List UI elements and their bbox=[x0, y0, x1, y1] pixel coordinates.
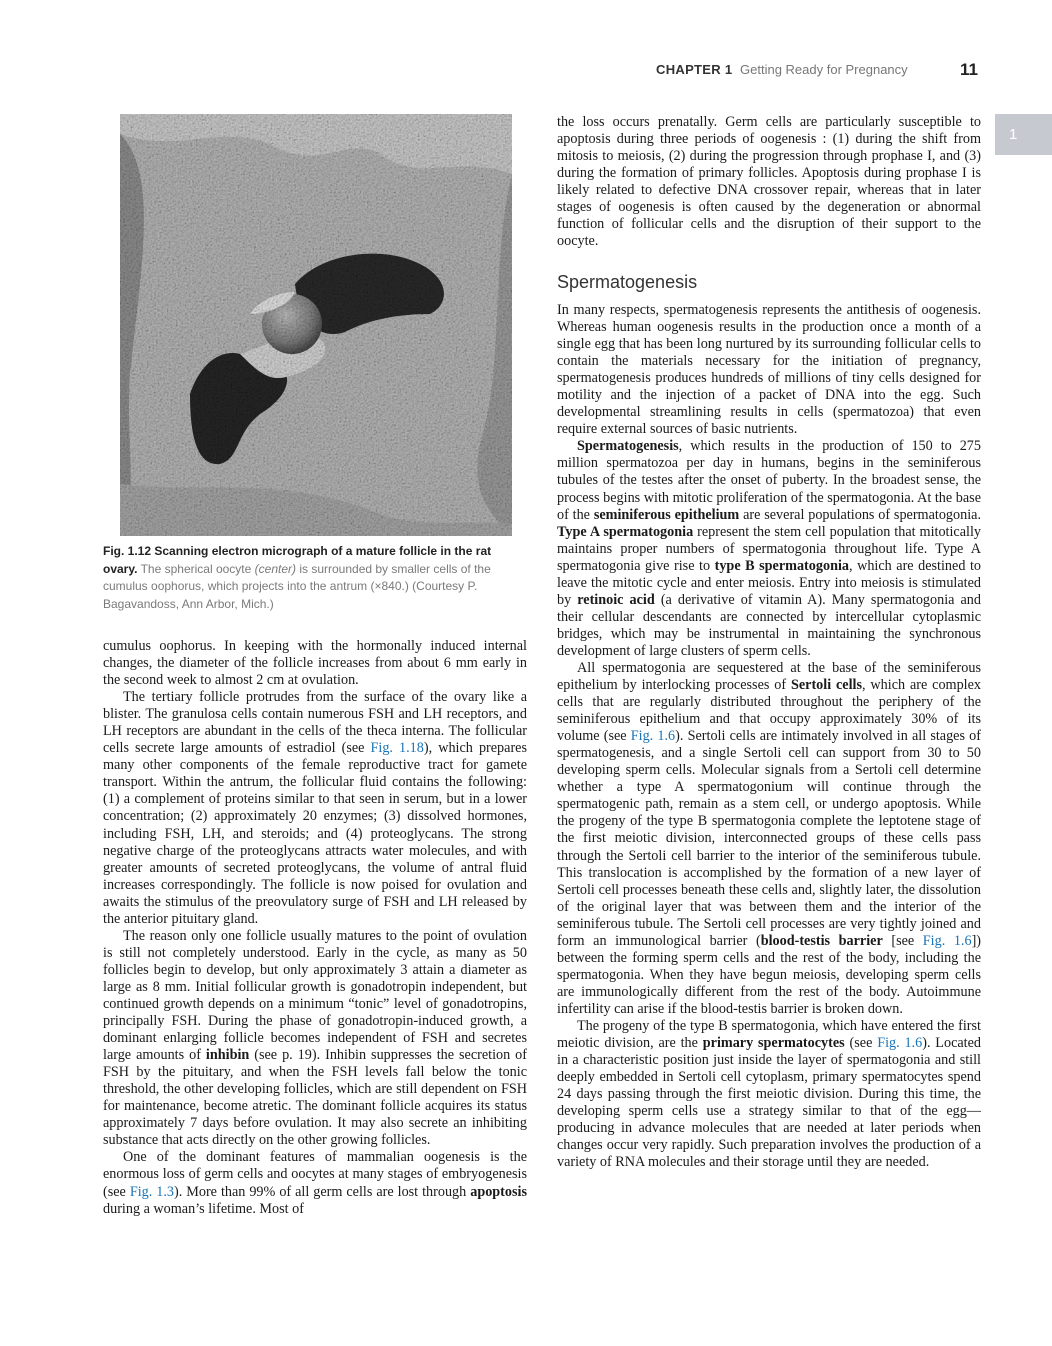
chapter-title: Getting Ready for Pregnancy bbox=[740, 62, 908, 77]
figure-title: Scanning electron micrograph of a mature follicle in the rat ovary. bbox=[103, 544, 492, 576]
text-run: ]) between the forming sperm cells and the rest of the body, including the spermatogonia. When they have begun meiosis, developing sperm cells are immunologically different from the rest of the body. Autoimmune infertility can arise if the blood-testis barrier is broken down. bbox=[557, 932, 982, 1017]
text-run: , which results in the production of 150 to 275 million spermatozoa per day in humans, begins in the seminiferous tubules of the testes after the onset of puberty. In the broadest sense, the process begins with mitotic proliferation of the spermatogonia. At the base of the bbox=[557, 438, 981, 523]
right-paragraph-0: the loss occurs prenatally. Germ cells are particularly susceptible to apoptosis during three periods of oogenesis : (1) during the shift from mitosis to meiosis, (2) during the progression through prophase I, and (3) during the formation of primary follicles. Apoptosis during prophase I is likely related to defective DNA crossover repair, whereas that in later stages of oogenesis is often caused by the degeneration or abnormal function of follicular cells and the disruption of their support to the oocyte. bbox=[557, 114, 981, 250]
text-run: (a derivative of vitamin A). Many spermatogonia and their cellular descendants are connected by intercellular cytoplasmic bridges, which may be instrumental in maintaining the synchronous development of large clusters of sperm cells. bbox=[557, 591, 981, 659]
left-paragraph-3 bbox=[103, 928, 527, 1150]
micrograph-illustration bbox=[120, 114, 512, 536]
text-run: [see bbox=[882, 932, 923, 949]
bold-term: blood-testis barrier bbox=[760, 932, 883, 949]
left-paragraph-2 bbox=[103, 689, 527, 928]
bold-term: seminiferous epithelium bbox=[593, 506, 740, 523]
text-run: represent the stem cell population that mitotically maintains proper numbers of spermatogonia throughout life. Type A spermatogonia give rise to bbox=[557, 523, 982, 574]
section-heading: Spermatogenesis bbox=[557, 272, 698, 292]
figure-link[interactable]: Fig. 1.6 bbox=[630, 728, 676, 745]
chapter-thumb-tab bbox=[995, 114, 1052, 155]
text-run: The reason only one follicle usually matures to the point of ovulation is still not completely understood. Early in the cycle, as many as 50 follicles begin to develop, but only approximately 3 attain a diameter as large as 8 mm. Initial follicular growth is gonadotropin independent, but continued growth depends on a minimum “tonic” level of gonadotropins, principally FSH. During the phase of gonadotropin-induced growth, a dominant enlarging follicle becomes independent of FSH and secretes large amounts of bbox=[103, 927, 527, 1064]
figure-link[interactable]: Fig. 1.18 bbox=[370, 740, 424, 757]
caption-text-c: is surrounded by smaller cells of the cumulus oophorus, which projects into the antrum (×840.) (Courtesy P. Bagavandoss, Ann Arbor, Mich.) bbox=[103, 561, 491, 611]
running-header bbox=[656, 62, 908, 77]
text-run: during a woman’s lifetime. Most of bbox=[103, 1200, 304, 1217]
micrograph-image bbox=[120, 114, 512, 536]
left-paragraph-1: cumulus oophorus. In keeping with the hormonally induced internal changes, the diameter of the follicle increases from about 6 mm early in the second week to almost 2 cm at ovulation. bbox=[103, 638, 527, 689]
text-run: , which are destined to leave the mitotic cycle and enter meiosis. Entry into meiosis is stimulated by bbox=[557, 557, 981, 608]
chapter-number: CHAPTER 1 bbox=[656, 62, 733, 77]
text-run: ), which prepares many other components of the female reproductive tract for gamete transport. Within the antrum, the follicular fluid contains the following: (1) a complement of proteins similar to that seen in serum, but in a lower concentration; (2) approximately 20 enzymes; (3) dissolved hormones, including FSH, LH, and steroids; and (4) proteoglycans. The strong negative charge of the proteoglycans attracts water molecules, and with greater amounts of secreted proteoglycans, the volume of antral fluid increases correspondingly. The follicle is now poised for ovulation and awaits the stimulus of the preovulatory surge of FSH and LH released by the anterior pituitary gland. bbox=[103, 740, 527, 927]
text-run: The progeny of the type B spermatogonia, which have entered the first meiotic division, are the bbox=[557, 1017, 981, 1052]
text-run: are several populations of spermatogonia. bbox=[739, 506, 981, 523]
bold-term: inhibin bbox=[205, 1047, 250, 1064]
figure-link[interactable]: Fig. 1.6 bbox=[877, 1035, 923, 1052]
figure-link[interactable]: Fig. 1.3 bbox=[129, 1183, 174, 1200]
bold-term: Sertoli cells bbox=[790, 677, 863, 694]
bold-term: retinoic acid bbox=[577, 591, 655, 608]
chapter-tab-label: 1 bbox=[1009, 126, 1018, 143]
text-run: (see p. 19). Inhibin suppresses the secretion of FSH by the pituitary, and when the FSH levels fall below the tonic threshold, the other developing follicles, which are still dependent on FSH for maintenance, become atretic. The dominant follicle acquires its status approximately 7 days before ovulation. It may also secrete an inhibiting substance that acts directly on the other growing follicles. bbox=[103, 1047, 528, 1149]
text-run: The tertiary follicle protrudes from the surface of the ovary like a blister. The granulosa cells contain numerous FSH and LH receptors, and LH receptors are abundant in the cells of the theca interna. The follicular cells secrete large amounts of estradiol (see bbox=[103, 689, 527, 757]
caption-text-a: The spherical oocyte bbox=[140, 561, 255, 576]
right-column bbox=[557, 302, 981, 1171]
figure-link[interactable]: Fig. 1.6 bbox=[922, 932, 972, 949]
right-paragraph-3 bbox=[557, 660, 981, 1018]
bold-term: apoptosis bbox=[470, 1183, 527, 1200]
bold-term: Type A spermatogonia bbox=[557, 523, 694, 540]
text-run: One of the dominant features of mammalian oogenesis is the enormous loss of germ cells and oocytes at many stages of embryogenesis (see bbox=[103, 1149, 527, 1200]
caption-text-b: (center) bbox=[254, 561, 296, 576]
left-paragraph-4 bbox=[103, 1149, 527, 1217]
figure-caption bbox=[103, 543, 521, 613]
right-column-top bbox=[557, 114, 981, 250]
right-paragraph-4 bbox=[557, 1018, 981, 1171]
text-run: (see bbox=[844, 1035, 878, 1052]
text-run: All spermatogonia are sequestered at the base of the seminiferous epithelium by interlocking processes of bbox=[557, 659, 981, 694]
page-number: 11 bbox=[960, 60, 978, 79]
figure-label: Fig. 1.12 bbox=[103, 544, 152, 558]
bold-term: Spermatogenesis bbox=[577, 438, 679, 455]
bold-term: primary spermatocytes bbox=[702, 1035, 845, 1052]
right-paragraph-2 bbox=[557, 438, 981, 660]
text-run: ). More than 99% of all germ cells are lost through bbox=[174, 1183, 471, 1200]
bold-term: type B spermatogonia bbox=[714, 557, 849, 574]
text-run: ). Sertoli cells are intimately involved in all stages of spermatogenesis, and a single Sertoli cell can support from 30 to 50 developing sperm cells. Molecular signals from a Sertoli cell determine whether a type A spermatogonium will continue through the spermatogenic path, remain as a stem cell, or undergo apoptosis. While the progeny of the type B spermatogonia complete the leptotene stage of the first meiotic division, interconnected groups of these cells pass through the Sertoli cell barrier to the interior of the seminiferous tubule. This translocation is accomplished by the formation of a new layer of Sertoli cell processes beneath these cells and, slightly later, the dissolution of the original layer that was between them and the interior of the seminiferous tubule. The Sertoli cell processes are very tightly joined and form an immunological barrier ( bbox=[557, 728, 981, 949]
right-paragraph-1: In many respects, spermatogenesis represents the antithesis of oogenesis. Whereas human oogenesis results in the production once a month of a single egg that has been long nurtured by its surrounding follicular cells to contain the materials necessary for the initiation of pregnancy, spermatogenesis produces hundreds of millions of tiny cells designed for motility and the injection of a packet of DNA into the egg. Such developmental streamlining results in cells (spermatozoa) that even require external sources of basic nutrients. bbox=[557, 302, 981, 438]
text-run: , which are complex cells that are regularly distributed throughout the periphery of the seminiferous epithelium and that occupy approximately 30% of its volume (see bbox=[557, 677, 982, 745]
left-column bbox=[103, 638, 527, 1218]
text-run: ). Located in a characteristic position just inside the layer of spermatogonia and still deeply embedded in Sertoli cell cytoplasm, primary spermatocytes spend 24 days passing through the first meiotic division. During this time, the developing sperm cells use a strategy similar to that of the egg—producing in advance molecules that are needed at later periods when changes occur very rapidly. Such preparation involves the production of a variety of RNA molecules and their storage until they are needed. bbox=[557, 1035, 981, 1171]
